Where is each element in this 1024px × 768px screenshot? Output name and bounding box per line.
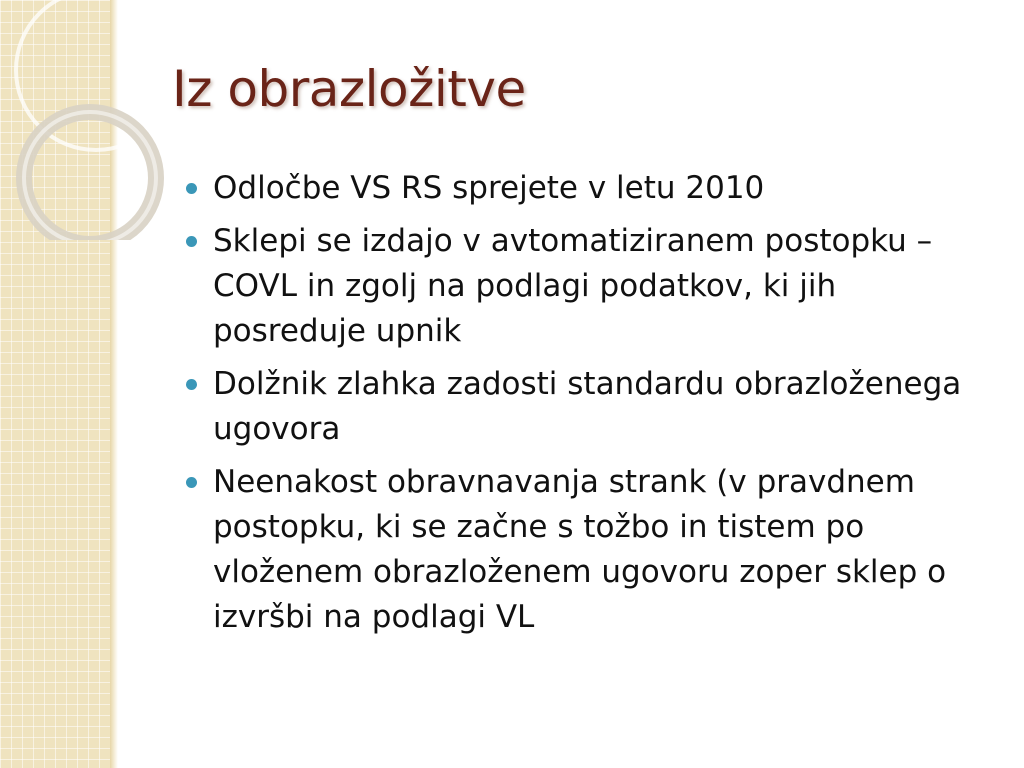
bullet-text: Odločbe VS RS sprejete v letu 2010 [213, 170, 765, 206]
bullet-text: Dolžnik zlahka zadosti standardu obrazloženega ugovora [213, 366, 962, 447]
bullet-dot-icon [186, 183, 197, 194]
bullet-dot-icon [186, 236, 197, 247]
bullet-item [186, 362, 998, 452]
bullet-text: Sklepi se izdajo v avtomatiziranem postopku – COVL in zgolj na podlagi podatkov, ki jih posreduje upnik [213, 223, 933, 349]
bullet-dot-icon [186, 379, 197, 390]
bullet-text: Neenakost obravnavanja strank (v pravdnem postopku, ki se začne s tožbo in tistem po vloženem obrazloženem ugovoru zoper sklep o izvršbi na podlagi VL [213, 464, 947, 635]
ring-ornament [0, 0, 200, 240]
bullet-list [186, 166, 998, 648]
bullet-item [186, 460, 998, 640]
bullet-item [186, 166, 998, 211]
bullet-dot-icon [186, 477, 197, 488]
slide-title: Iz obrazložitve [172, 60, 526, 118]
bullet-item [186, 219, 998, 354]
